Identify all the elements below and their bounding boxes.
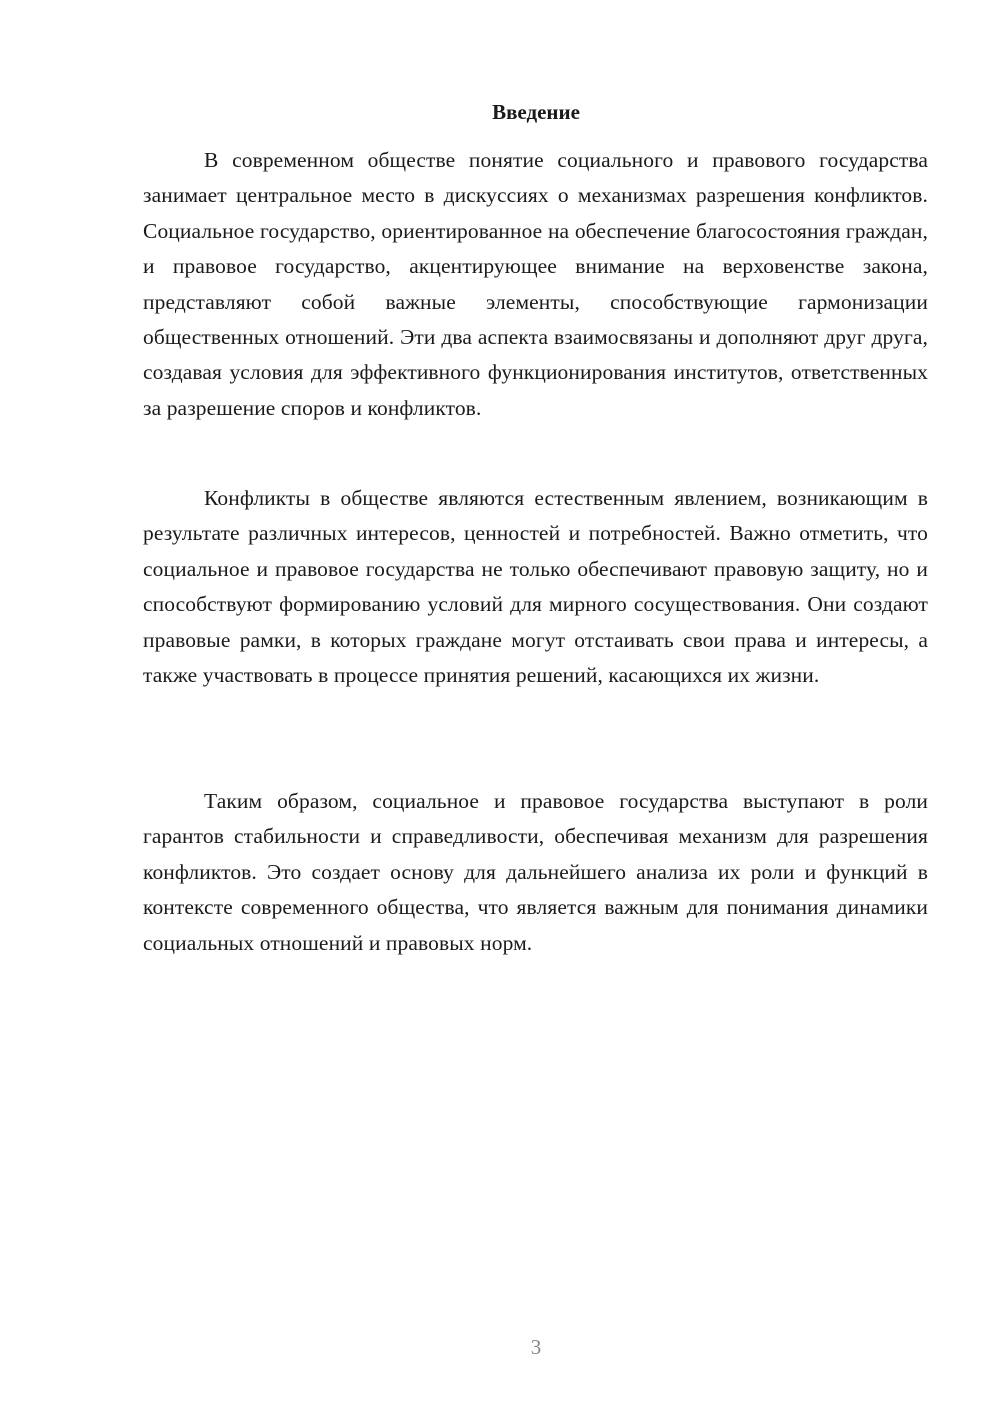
section-title: Введение	[492, 100, 580, 124]
paragraph-1: В современном обществе понятие социального и правового государства занимает центральное место в дискуссиях о механизмах разрешения конфликтов. Социальное государство, ориентированное на обеспечение благосостояния граждан, и правовое государство, акцентирующее внимание на верховенстве закона, представляют собой важные элементы, способствующие гармонизации общественных отношений. Эти два аспекта взаимосвязаны и дополняют друг друга, создавая условия для эффективного функционирования институтов, ответственных за разрешение споров и конфликтов.	[143, 148, 928, 420]
page-number: 3	[530, 1335, 542, 1359]
paragraph-2: Конфликты в обществе являются естественным явлением, возникающим в результате различных интересов, ценностей и потребностей. Важно отметить, что социальное и правовое государства не только обеспечивают правовую защиту, но и способствуют формированию условий для мирного сосуществования. Они создают правовые рамки, в которых граждане могут отстаивать свои права и интересы, а также участвовать в процессе принятия решений, касающихся их жизни.	[143, 486, 928, 688]
paragraph-3: Таким образом, социальное и правовое государства выступают в роли гарантов стабильности и справедливости, обеспечивая механизм для разрешения конфликтов. Это создает основу для дальнейшего анализа их роли и функций в контексте современного общества, что является важным для понимания динамики социальных отношений и правовых норм.	[143, 789, 928, 955]
